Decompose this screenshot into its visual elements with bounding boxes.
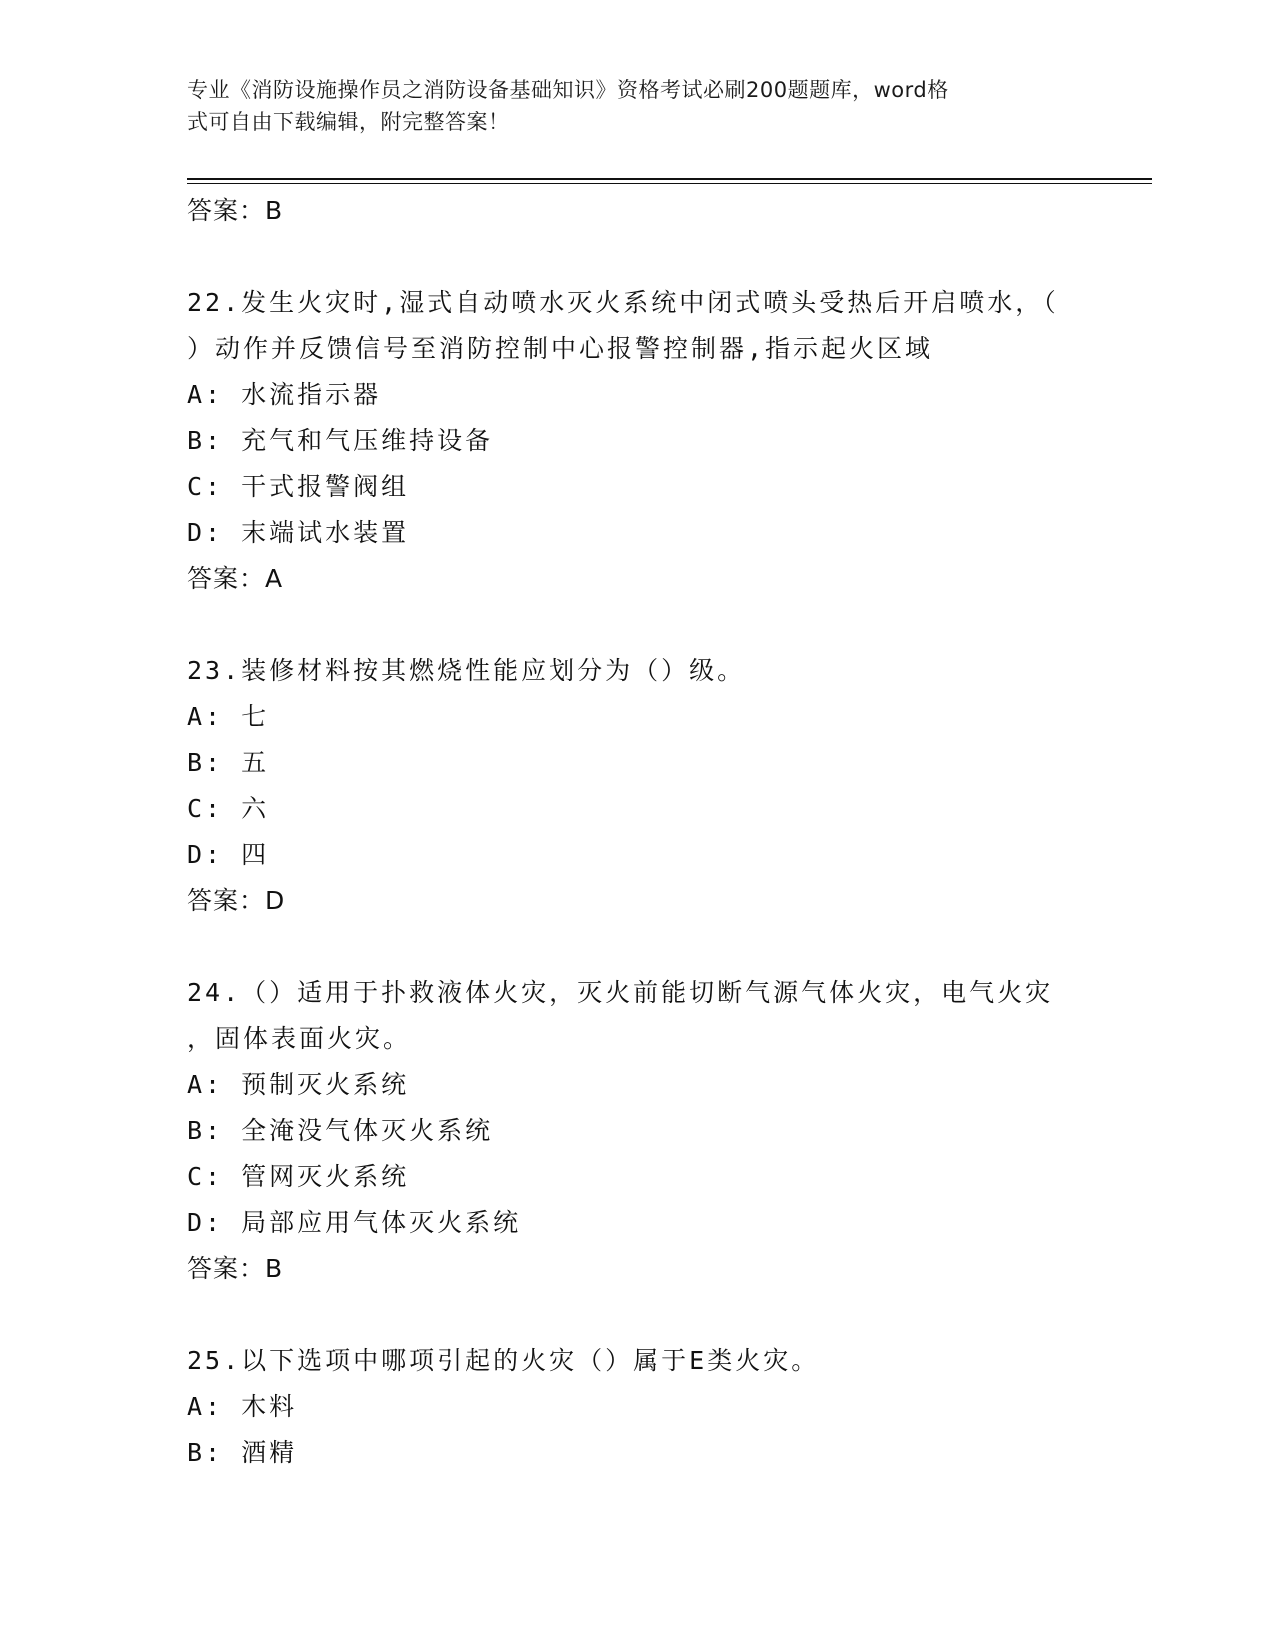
spacer xyxy=(187,602,1107,648)
question-text: 22.发生火灾时,湿式自动喷水灭火系统中闭式喷头受热后开启喷水，（ xyxy=(187,288,1059,317)
option-d: D: 局部应用气体灭火系统 xyxy=(187,1208,522,1237)
answer-line: 答案：B xyxy=(187,1254,284,1283)
question-text: 24.（）适用于扑救液体火灾，灭火前能切断气源气体火灾，电气火灾 xyxy=(187,978,1054,1007)
question-list xyxy=(187,188,1107,1476)
question-22 xyxy=(187,280,1107,602)
header-line-1: 专业《消防设施操作员之消防设备基础知识》资格考试必刷200题题库，word格 xyxy=(187,78,949,102)
answer-line: 答案：A xyxy=(187,564,284,593)
question-text: 25.以下选项中哪项引起的火灾（）属于E类火灾。 xyxy=(187,1346,820,1375)
option-b: B: 酒精 xyxy=(187,1438,298,1467)
spacer xyxy=(187,924,1107,970)
header-divider-thick xyxy=(187,178,1152,180)
option-a: A: 木料 xyxy=(187,1392,298,1421)
question-24 xyxy=(187,970,1107,1292)
spacer xyxy=(187,234,1107,280)
answer-line: 答案：B xyxy=(187,196,284,225)
spacer xyxy=(187,1292,1107,1338)
option-a: A: 预制灭火系统 xyxy=(187,1070,410,1099)
option-b: B: 五 xyxy=(187,748,270,777)
question-text-continued: ，固体表面火灾。 xyxy=(187,1024,412,1053)
question-text: 23.装修材料按其燃烧性能应划分为（）级。 xyxy=(187,656,746,685)
answer-line: 答案：D xyxy=(187,886,286,915)
header-line-2: 式可自由下载编辑，附完整答案！ xyxy=(187,110,510,134)
option-d: D: 四 xyxy=(187,840,270,869)
option-c: C: 干式报警阀组 xyxy=(187,472,410,501)
option-a: A: 水流指示器 xyxy=(187,380,382,409)
document-header xyxy=(187,74,1067,138)
option-a: A: 七 xyxy=(187,702,270,731)
question-text-continued: ）动作并反馈信号至消防控制中心报警控制器,指示起火区域 xyxy=(187,334,934,363)
header-divider-thin xyxy=(187,183,1152,184)
option-b: B: 全淹没气体灭火系统 xyxy=(187,1116,494,1145)
option-c: C: 六 xyxy=(187,794,270,823)
option-d: D: 末端试水装置 xyxy=(187,518,410,547)
option-b: B: 充气和气压维持设备 xyxy=(187,426,494,455)
option-c: C: 管网灭火系统 xyxy=(187,1162,410,1191)
question-23 xyxy=(187,648,1107,924)
question-25 xyxy=(187,1338,1107,1476)
